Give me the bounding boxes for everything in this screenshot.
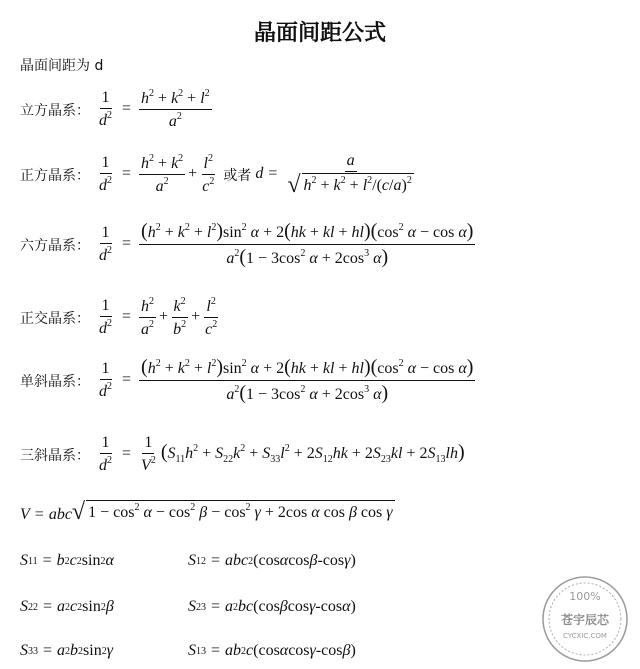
s33-formula: S 33 = a 2 b 2 sin 2 γ (20, 642, 114, 659)
orthorhombic-formula-row (20, 296, 222, 339)
or-text: 或者 (223, 167, 252, 184)
monoclinic-label: 单斜晶系： (20, 373, 90, 390)
hexagonal-formula-row (20, 220, 478, 269)
cubic-label: 立方晶系： (20, 102, 90, 119)
triclinic-formula: $\frac{1}{d^2}$ = $\frac{1}{V^2}$ $(S_{11}h^2 + S_{22}k^2 + S_{33}l^2 + 2S_{12}hk + 2S_{23}kl + 2S_{13}lh)$ (99, 434, 465, 474)
volume-formula: V = abc √ $1 - \cos^2 \alpha - \cos^2 \beta - \cos^2 \gamma + 2\cos$ α cos β cos γ (20, 499, 393, 525)
page-title: 晶面间距公式 (253, 21, 386, 46)
orthorhombic-label: 正交晶系： (20, 310, 90, 327)
tetragonal-formula-row (20, 152, 419, 197)
s22-formula: S 22 = a 2 c 2 sin 2 β (20, 598, 114, 615)
tetragonal-label: 正方晶系： (20, 167, 90, 184)
stamp-percent: 100% (569, 590, 601, 603)
s13-formula: S 13 = ab 2 c (cos α cos γ -cos β ) (188, 642, 356, 659)
s23-formula: S 23 = a 2 bc (cos β cos γ -cos α ) (188, 598, 356, 615)
hexagonal-label: 六方晶系： (20, 237, 90, 254)
cubic-formula-row (20, 88, 215, 131)
volume-formula-row (20, 500, 395, 524)
watermark-stamp (540, 574, 630, 664)
intro-text: 晶面间距为 d (20, 58, 104, 74)
triclinic-label: 三斜晶系： (20, 447, 90, 464)
stamp-name: 苍宇辰芯 (560, 613, 610, 627)
hexagonal-formula: $\frac{1}{d^2}$ = $\frac{(h^2 + k^2 + l^2)\sin^2 \alpha + 2(hk + kl + hl)(\cos^2 \alpha - \cos \alpha)}{a^2(1 - 3\cos^2 \alpha + 2\cos^3 \alpha)}$ (99, 220, 474, 268)
cubic-formula: $\frac{1}{d^2}$ = $\frac{h^2 + k^2 + l^2}{a^2}$ (99, 88, 210, 130)
monoclinic-formula: $\frac{1}{d^2}$ = $\frac{(h^2 + k^2 + l^2)\sin^2 \alpha + 2(hk + kl + hl)(\cos^2 \alpha - \cos \alpha)}{a^2(1 - 3\cos^2 \alpha + 2\cos^3 \alpha)}$ (99, 356, 474, 404)
tetragonal-alt-formula: d = a √ $h^2 + k^2 + l^2/(c/a)^2$ (255, 152, 412, 198)
triclinic-formula-row (20, 434, 465, 475)
s12-formula: S 12 = abc 2 (cos α cos β -cos γ ) (188, 552, 356, 569)
orthorhombic-formula: $\frac{1}{d^2}$ = $\frac{h^2}{a^2}$ + $\frac{k^2}{b^2}$ + $\frac{l^2}{c^2}$ (99, 296, 218, 338)
tetragonal-formula: $\frac{1}{d^2}$ = $\frac{h^2 + k^2}{a^2}$ + $\frac{l^2}{c^2}$ (99, 153, 215, 195)
s11-formula: S 11 = b 2 c 2 sin 2 α (20, 552, 114, 569)
stamp-site: CYCXIC.COM (563, 632, 607, 640)
monoclinic-formula-row (20, 356, 478, 405)
